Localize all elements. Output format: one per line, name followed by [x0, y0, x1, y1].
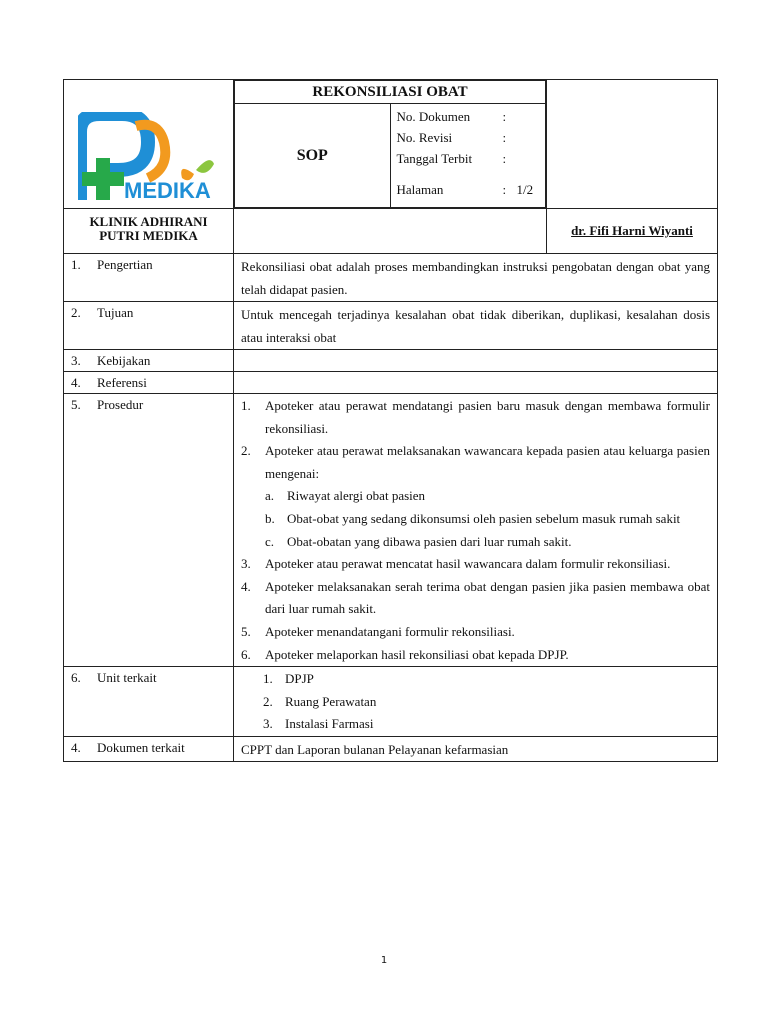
- meta-halaman: Halaman : 1/2: [396, 182, 534, 197]
- procedure-step: 6. Apoteker melaporkan hasil rekonsiliasi obat kepada DPJP.: [241, 646, 569, 662]
- row-kebijakan-label: 3. Kebijakan: [64, 350, 234, 372]
- medika-logo: [78, 112, 218, 204]
- row-unit-terkait-label: 6. Unit terkait: [64, 667, 234, 737]
- meta-no-dokumen: No. Dokumen :: [396, 109, 507, 124]
- row-kebijakan-content: [234, 350, 718, 372]
- procedure-substep: c. Obat-obatan yang dibawa pasien dari luar rumah sakit.: [265, 533, 572, 549]
- unit-item: 2. Ruang Perawatan: [263, 693, 377, 709]
- header-center: [234, 80, 547, 209]
- procedure-step: 4. Apoteker melaksanakan serah terima obat dengan pasien jika pasien membawa obat dari luar rumah sakit.: [241, 578, 710, 617]
- page-number: 1: [380, 955, 388, 966]
- header-right-empty: [547, 80, 718, 209]
- row-pengertian-content: Rekonsiliasi obat adalah proses membandingkan instruksi pengobatan dengan obat yang telah didapat pasien.: [234, 254, 718, 302]
- unit-item: 3. Instalasi Farmasi: [263, 716, 374, 732]
- row-dokumen-terkait-content: CPPT dan Laporan bulanan Pelayanan kefarmasian: [234, 736, 718, 761]
- row-tujuan-label: 2. Tujuan: [64, 302, 234, 350]
- svg-text:MEDIKA: MEDIKA: [124, 178, 211, 203]
- document-meta: [390, 104, 546, 208]
- unit-list: [234, 667, 718, 737]
- procedure-step: 5. Apoteker menandatangani formulir rekonsiliasi.: [241, 623, 515, 639]
- procedure-substep: b. Obat-obat yang sedang dikonsumsi oleh pasien sebelum masuk rumah sakit: [265, 510, 681, 526]
- header-middle-empty: [234, 209, 547, 254]
- meta-tanggal-terbit: Tanggal Terbit :: [396, 151, 507, 166]
- row-tujuan-content: Untuk mencegah terjadinya kesalahan obat tidak diberikan, duplikasi, kesalahan dosis atau interaksi obat: [234, 302, 718, 350]
- row-referensi-label: 4. Referensi: [64, 372, 234, 394]
- sop-label: SOP: [235, 104, 391, 208]
- row-referensi-content: [234, 372, 718, 394]
- sop-table: [63, 79, 718, 762]
- procedure-step: 3. Apoteker atau perawat mencatat hasil wawancara dalam formulir rekonsiliasi.: [241, 556, 671, 572]
- procedure-substep: a. Riwayat alergi obat pasien: [265, 488, 426, 504]
- row-dokumen-terkait-label: 4. Dokumen terkait: [64, 736, 234, 761]
- row-prosedur-label: 5. Prosedur: [64, 394, 234, 667]
- document-title: REKONSILIASI OBAT: [235, 81, 546, 104]
- row-pengertian-label: 1. Pengertian: [64, 254, 234, 302]
- procedure-step: 1. Apoteker atau perawat mendatangi pasien baru masuk dengan membawa formulir rekonsiliasi.: [241, 398, 710, 436]
- signer-name: dr. Fifi Harni Wiyanti: [547, 209, 718, 254]
- unit-item: 1. DPJP: [263, 671, 314, 687]
- logo-cell: [64, 80, 234, 209]
- procedure-list: [234, 394, 718, 667]
- clinic-name: KLINIK ADHIRANI PUTRI MEDIKA: [64, 209, 234, 254]
- meta-no-revisi: No. Revisi :: [396, 130, 507, 145]
- procedure-step: 2. Apoteker atau perawat melaksanakan wawancara kepada pasien atau keluarga pasien mengenai:: [241, 443, 710, 481]
